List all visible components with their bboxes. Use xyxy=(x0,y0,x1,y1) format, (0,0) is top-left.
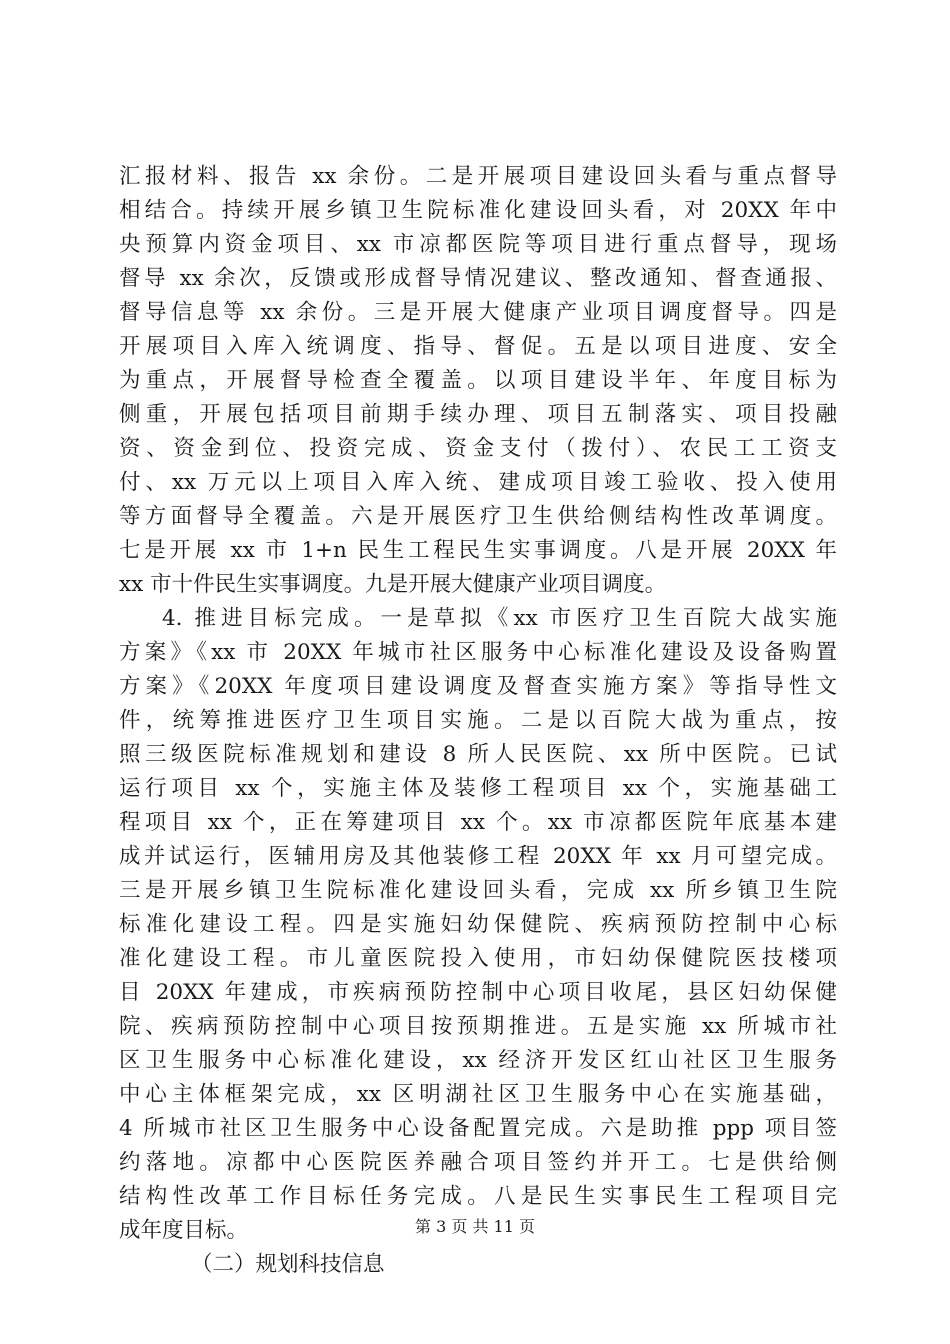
text-line: 等方面督导全覆盖。六是开展医疗卫生供给侧结构性改革调度。 xyxy=(119,504,837,529)
text-line: 4 所城市社区卫生服务中心设备配置完成。六是助推 ppp 项目签 xyxy=(119,1116,837,1141)
body-text xyxy=(119,160,837,1282)
text-line: 照三级医院标准规划和建设 8 所人民医院、xx 所中医院。已试 xyxy=(119,742,837,767)
paragraph-start-line: 4. 推进目标完成。一是草拟《xx 市医疗卫生百院大战实施 xyxy=(162,606,837,631)
text-line: 三是开展乡镇卫生院标准化建设回头看，完成 xx 所乡镇卫生院 xyxy=(119,878,837,903)
text-line: 汇报材料、报告 xx 余份。二是开展项目建设回头看与重点督导 xyxy=(119,164,837,189)
text-line: 方案》《20XX 年度项目建设调度及督查实施方案》等指导性文 xyxy=(119,674,837,699)
text-line: 资、资金到位、投资完成、资金支付（拨付）、农民工工资支 xyxy=(119,436,837,461)
text-line: 督导信息等 xx 余份。三是开展大健康产业项目调度督导。四是 xyxy=(119,300,837,325)
text-line: 运行项目 xx 个，实施主体及装修工程项目 xx 个，实施基础工 xyxy=(119,776,837,801)
text-line: 准化建设工程。市儿童医院投入使用，市妇幼保健院医技楼项 xyxy=(119,946,837,971)
text-line: 相结合。持续开展乡镇卫生院标准化建设回头看，对 20XX 年中 xyxy=(119,198,837,223)
text-line: 中心主体框架完成，xx 区明湖社区卫生服务中心在实施基础， xyxy=(119,1082,837,1107)
text-line: 方案》《xx 市 20XX 年城市社区服务中心标准化建设及设备购置 xyxy=(119,640,837,665)
text-line: 目 20XX 年建成，市疾病预防控制中心项目收尾，县区妇幼保健 xyxy=(119,980,837,1005)
page-footer: 第 3 页 共 11 页 xyxy=(415,1217,535,1236)
text-line: 七是开展 xx 市 1+n 民生工程民生实事调度。八是开展 20XX 年 xyxy=(119,538,837,563)
section-heading: （二）规划科技信息 xyxy=(191,1252,385,1277)
text-line: 付、xx 万元以上项目入库入统、建成项目竣工验收、投入使用 xyxy=(119,470,837,495)
text-line: 侧重，开展包括项目前期手续办理、项目五制落实、项目投融 xyxy=(119,402,837,427)
text-line: 开展项目入库入统调度、指导、督促。五是以项目进度、安全 xyxy=(119,334,837,359)
text-line: 结构性改革工作目标任务完成。八是民生实事民生工程项目完 xyxy=(119,1184,837,1209)
text-line: 标准化建设工程。四是实施妇幼保健院、疾病预防控制中心标 xyxy=(119,912,837,937)
text-line: 区卫生服务中心标准化建设，xx 经济开发区红山社区卫生服务 xyxy=(119,1048,837,1073)
text-line: 约落地。凉都中心医院医养融合项目签约并开工。七是供给侧 xyxy=(119,1150,837,1175)
text-line: 督导 xx 余次，反馈或形成督导情况建议、整改通知、督查通报、 xyxy=(119,266,837,291)
text-line: 件，统筹推进医疗卫生项目实施。二是以百院大战为重点，按 xyxy=(119,708,837,733)
text-line: 程项目 xx 个，正在筹建项目 xx 个。xx 市凉都医院年底基本建 xyxy=(119,810,837,835)
text-line: 成年度目标。 xyxy=(119,1218,249,1243)
text-line: 成并试运行，医辅用房及其他装修工程 20XX 年 xx 月可望完成。 xyxy=(119,844,837,869)
text-line: xx 市十件民生实事调度。九是开展大健康产业项目调度。 xyxy=(119,572,667,597)
text-line: 为重点，开展督导检查全覆盖。以项目建设半年、年度目标为 xyxy=(119,368,837,393)
text-line: 央预算内资金项目、xx 市凉都医院等项目进行重点督导，现场 xyxy=(119,232,837,257)
text-line: 院、疾病预防控制中心项目按预期推进。五是实施 xx 所城市社 xyxy=(119,1014,837,1039)
